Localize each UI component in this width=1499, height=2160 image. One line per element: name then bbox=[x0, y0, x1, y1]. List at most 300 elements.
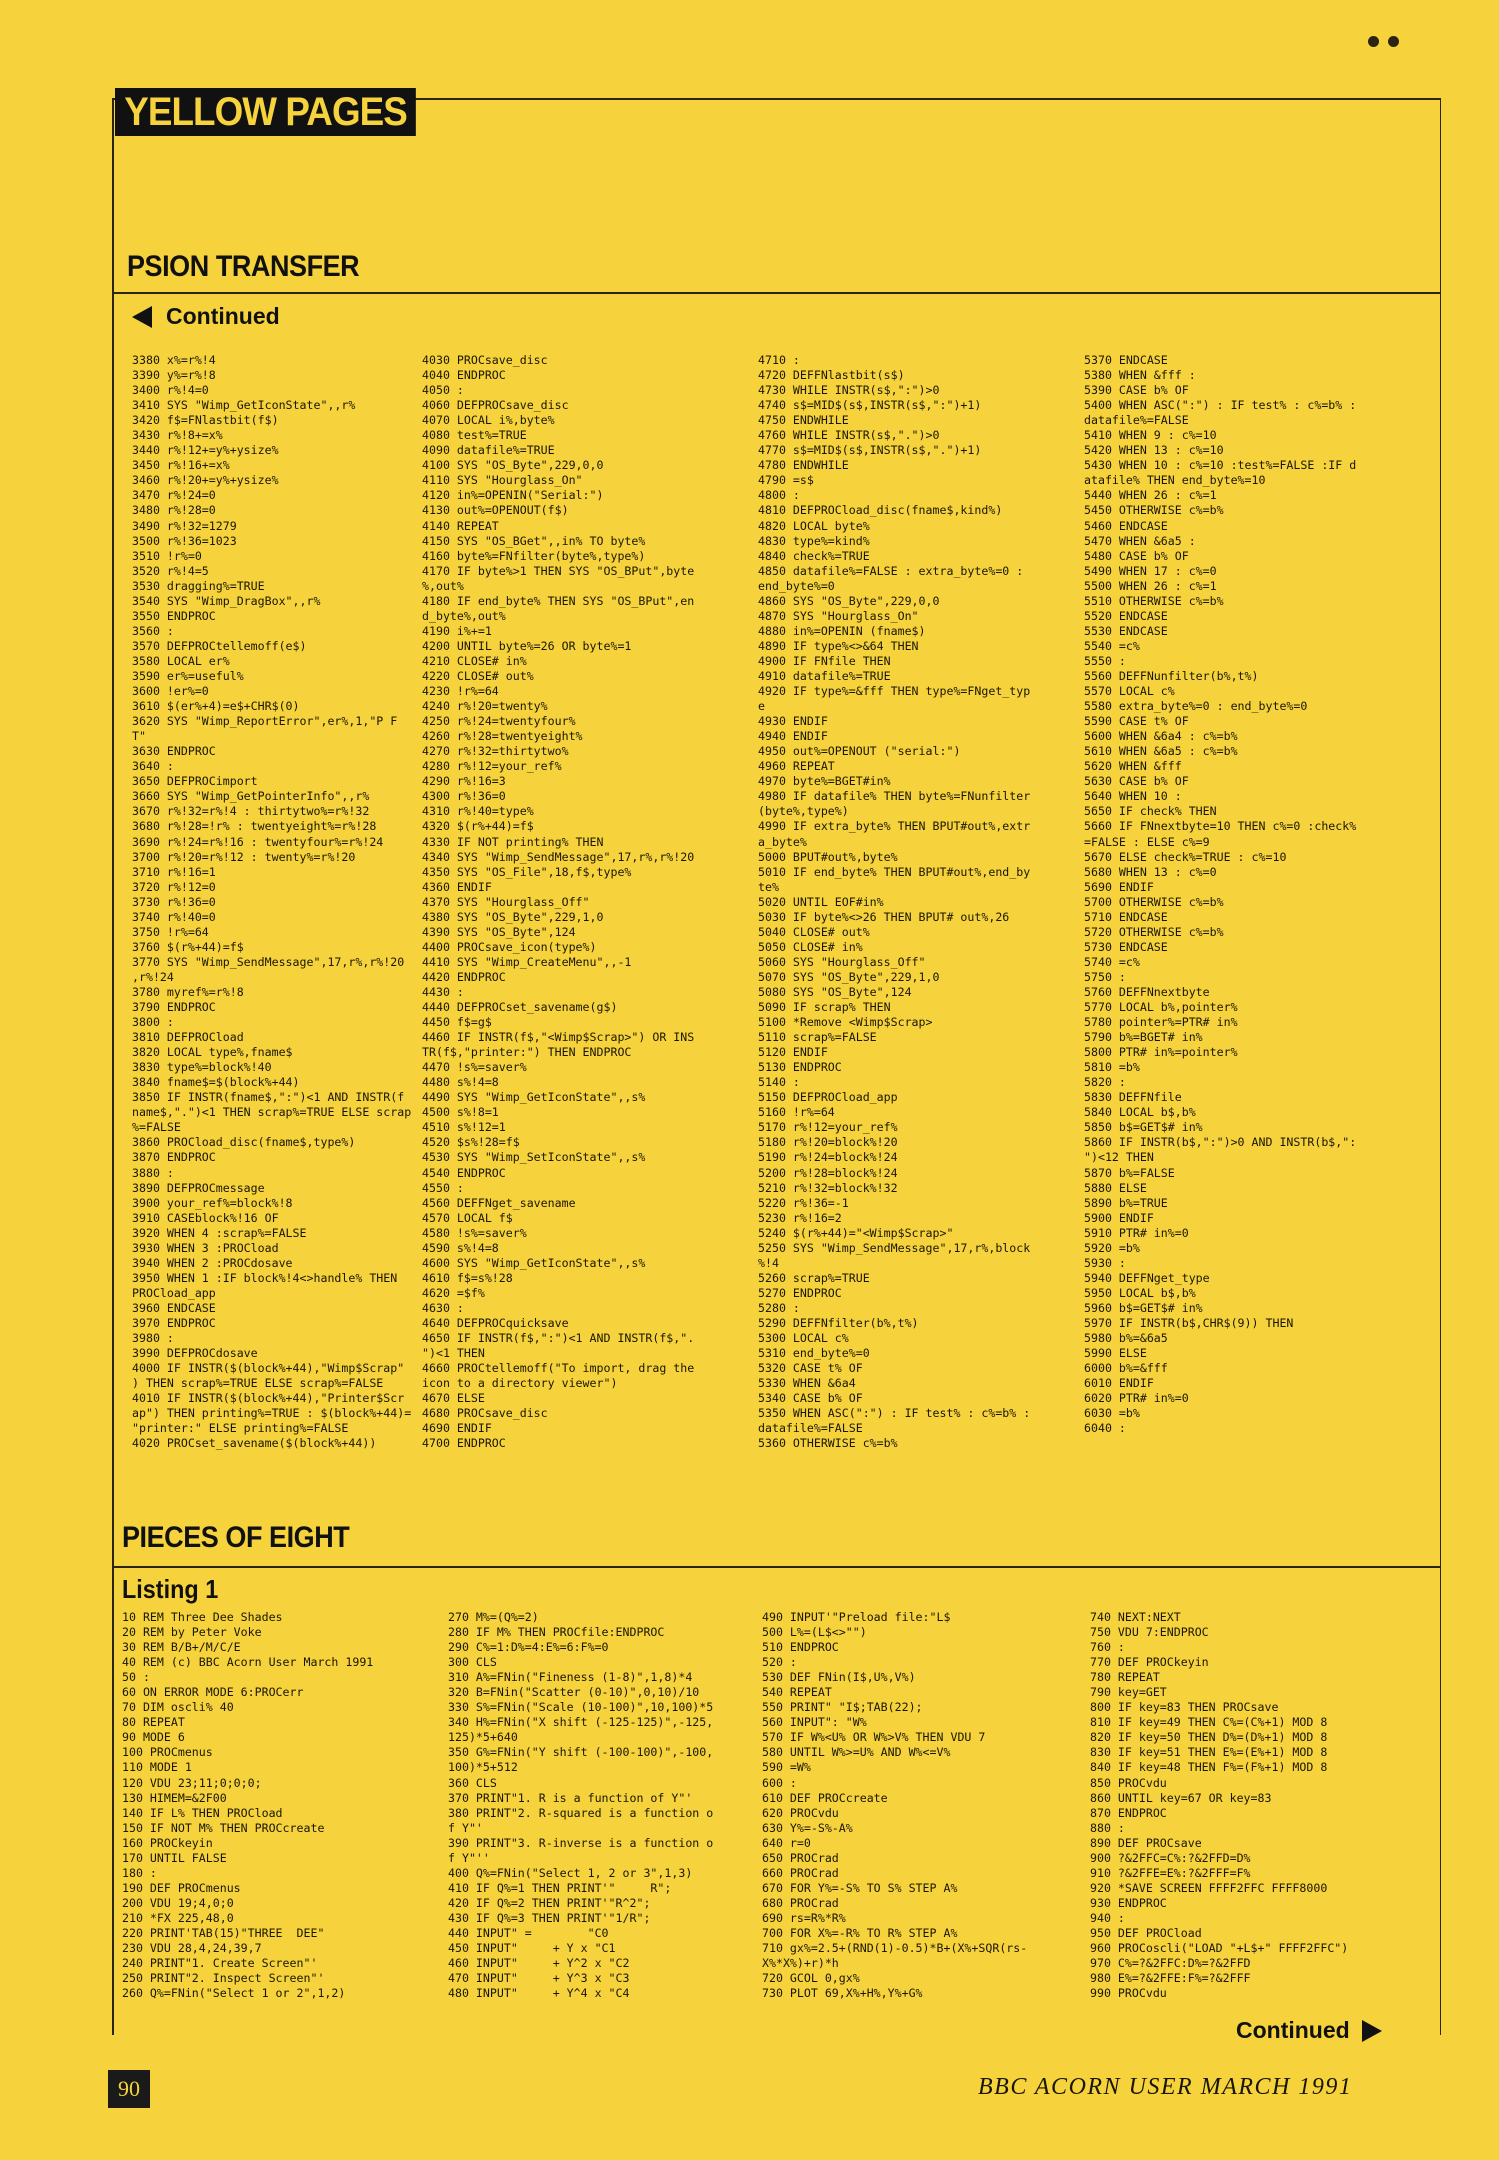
code-line: 5360 OTHERWISE c%=b% bbox=[758, 1436, 898, 1451]
code-line: 4040 ENDPROC bbox=[422, 368, 506, 383]
code-column-psion-1 bbox=[132, 353, 428, 1515]
code-line: 5400 WHEN ASC(":") : IF test% : c%=b% : bbox=[1084, 398, 1357, 413]
code-line: 4930 ENDIF bbox=[758, 714, 828, 729]
code-line: 5460 ENDCASE bbox=[1084, 518, 1168, 533]
code-line: 5450 OTHERWISE c%=b% bbox=[1084, 503, 1224, 518]
code-line: 4230 !r%=64 bbox=[422, 684, 499, 699]
code-line: 5880 ELSE bbox=[1084, 1180, 1147, 1195]
code-line: te% bbox=[758, 879, 779, 894]
code-line: 125)*5+640 bbox=[448, 1730, 518, 1745]
code-line: 4730 WHILE INSTR(s$,":")>0 bbox=[758, 383, 940, 398]
code-line: 320 B=FNin("Scatter (0-10)",0,10)/10 bbox=[448, 1685, 700, 1700]
code-line: 340 H%=FNin("X shift (-125-125)",-125, bbox=[448, 1715, 714, 1730]
code-line: 5230 r%!16=2 bbox=[758, 1210, 842, 1225]
code-line: 260 Q%=FNin("Select 1 or 2",1,2) bbox=[122, 1986, 346, 2001]
code-line: 130 HIMEM=&2F00 bbox=[122, 1790, 227, 1805]
code-line: 5600 WHEN &6a4 : c%=b% bbox=[1084, 729, 1238, 744]
code-line: 430 IF Q%=3 THEN PRINT'"1/R"; bbox=[448, 1910, 651, 1925]
code-line: 4250 r%!24=twentyfour% bbox=[422, 714, 576, 729]
code-line: name$,".")<1 THEN scrap%=TRUE ELSE scrap bbox=[132, 1105, 412, 1120]
code-line: 4370 SYS "Hourglass_Off" bbox=[422, 894, 590, 909]
code-line: 5340 CASE b% OF bbox=[758, 1391, 863, 1406]
code-line: 3780 myref%=r%!8 bbox=[132, 984, 244, 999]
code-line: 5000 BPUT#out%,byte% bbox=[758, 849, 898, 864]
code-line: 4160 byte%=FNfilter(byte%,type%) bbox=[422, 548, 646, 563]
code-line: 4070 LOCAL i%,byte% bbox=[422, 413, 555, 428]
code-line: datafile%=FALSE bbox=[1084, 413, 1189, 428]
code-line: 3650 DEFPROCimport bbox=[132, 774, 258, 789]
code-line: 410 IF Q%=1 THEN PRINT'" R"; bbox=[448, 1880, 672, 1895]
code-column-psion-3 bbox=[758, 353, 1076, 1515]
code-line: d_byte%,out% bbox=[422, 608, 506, 623]
code-line: 4390 SYS "OS_Byte",124 bbox=[422, 924, 576, 939]
code-line: 3910 CASEblock%!16 OF bbox=[132, 1210, 279, 1225]
code-line: 3980 : bbox=[132, 1331, 174, 1346]
code-line: 600 : bbox=[762, 1775, 797, 1790]
code-line: 4780 ENDWHILE bbox=[758, 458, 849, 473]
code-line: 4940 ENDIF bbox=[758, 729, 828, 744]
code-line: 3850 IF INSTR(fname$,":")<1 AND INSTR(f bbox=[132, 1090, 405, 1105]
code-line: 60 ON ERROR MODE 6:PROCerr bbox=[122, 1685, 304, 1700]
code-line: 3530 dragging%=TRUE bbox=[132, 578, 265, 593]
section-title-psion: PSION TRANSFER bbox=[127, 250, 360, 283]
code-line: 6030 =b% bbox=[1084, 1406, 1140, 1421]
code-line: 4140 REPEAT bbox=[422, 518, 499, 533]
code-line: 4760 WHILE INSTR(s$,".")>0 bbox=[758, 428, 940, 443]
code-line: 4640 DEFPROCquicksave bbox=[422, 1316, 569, 1330]
code-line: 4920 IF type%=&fff THEN type%=FNget_typ bbox=[758, 684, 1031, 699]
code-line: 5580 extra_byte%=0 : end_byte%=0 bbox=[1084, 699, 1308, 714]
code-line: 820 IF key=50 THEN D%=(D%+1) MOD 8 bbox=[1090, 1730, 1328, 1745]
code-line: 4960 REPEAT bbox=[758, 759, 835, 774]
section-rule bbox=[112, 292, 1440, 294]
code-line: 5100 *Remove <Wimp$Scrap> bbox=[758, 1015, 933, 1030]
code-line: 5220 r%!36=-1 bbox=[758, 1195, 849, 1210]
code-line: 4820 LOCAL byte% bbox=[758, 518, 870, 533]
code-line: 3500 r%!36=1023 bbox=[132, 533, 237, 548]
code-line: 5030 IF byte%<>26 THEN BPUT# out%,26 bbox=[758, 909, 1010, 924]
code-line: %,out% bbox=[422, 578, 464, 593]
code-line: 3930 WHEN 3 :PROCload bbox=[132, 1240, 279, 1255]
code-line: 4570 LOCAL f$ bbox=[422, 1210, 513, 1225]
code-line: 4030 PROCsave_disc bbox=[422, 353, 548, 367]
code-line: 720 GCOL 0,gx% bbox=[762, 1971, 860, 1986]
code-line: 550 PRINT" "I$;TAB(22); bbox=[762, 1700, 923, 1715]
code-line: 330 S%=FNin("Scale (10-100)",10,100)*5 bbox=[448, 1700, 714, 1715]
code-line: 6020 PTR# in%=0 bbox=[1084, 1391, 1189, 1406]
code-line: 5930 : bbox=[1084, 1255, 1126, 1270]
code-line: 90 MODE 6 bbox=[122, 1730, 185, 1745]
code-line: 5300 LOCAL c% bbox=[758, 1331, 849, 1346]
code-line: 3520 r%!4=5 bbox=[132, 563, 209, 578]
code-line: 4060 DEFPROCsave_disc bbox=[422, 398, 569, 413]
code-line: 5950 LOCAL b$,b% bbox=[1084, 1285, 1196, 1300]
punch-hole bbox=[1388, 36, 1399, 47]
code-line: 4810 DEFPROCload_disc(fname$,kind%) bbox=[758, 503, 1003, 518]
code-line: 3430 r%!8+=x% bbox=[132, 428, 223, 443]
code-line: 70 DIM oscli% 40 bbox=[122, 1700, 234, 1715]
code-line: 4630 : bbox=[422, 1300, 464, 1315]
code-line: 3640 : bbox=[132, 759, 174, 774]
code-line: 4900 IF FNfile THEN bbox=[758, 653, 891, 668]
code-line: 5250 SYS "Wimp_SendMessage",17,r%,block bbox=[758, 1240, 1031, 1255]
code-line: 4670 ELSE bbox=[422, 1391, 485, 1406]
code-line: 4220 CLOSE# out% bbox=[422, 668, 534, 683]
code-line: 20 REM by Peter Voke bbox=[122, 1625, 262, 1640]
code-line: 4000 IF INSTR($(block%+44),"Wimp$Scrap" bbox=[132, 1361, 405, 1376]
code-line: 4120 in%=OPENIN("Serial:") bbox=[422, 488, 604, 503]
code-line: 3960 ENDCASE bbox=[132, 1300, 216, 1315]
code-line: 4260 r%!28=twentyeight% bbox=[422, 729, 583, 744]
continued-indicator-bottom bbox=[1236, 2017, 1382, 2044]
code-line: 5940 DEFFNget_type bbox=[1084, 1270, 1210, 1285]
code-line: 5770 LOCAL b%,pointer% bbox=[1084, 1000, 1238, 1015]
code-line: 4550 : bbox=[422, 1180, 464, 1195]
code-line: "printer:" ELSE printing%=FALSE bbox=[132, 1421, 349, 1436]
code-line: 5270 ENDPROC bbox=[758, 1285, 842, 1300]
code-line: 5040 CLOSE# out% bbox=[758, 924, 870, 939]
code-line: 3800 : bbox=[132, 1015, 174, 1030]
code-line: 5370 ENDCASE bbox=[1084, 353, 1168, 367]
code-line: 5420 WHEN 13 : c%=10 bbox=[1084, 443, 1224, 458]
code-line: 4080 test%=TRUE bbox=[422, 428, 527, 443]
code-line: 4240 r%!20=twenty% bbox=[422, 699, 548, 714]
code-line: 510 ENDPROC bbox=[762, 1640, 839, 1655]
code-line: 470 INPUT" + Y^3 x "C3 bbox=[448, 1971, 630, 1986]
code-line: 3730 r%!36=0 bbox=[132, 894, 216, 909]
listing-title: Listing 1 bbox=[122, 1574, 219, 1604]
code-line: 5510 OTHERWISE c%=b% bbox=[1084, 593, 1224, 608]
code-line: 490 INPUT'"Preload file:"L$ bbox=[762, 1610, 951, 1624]
code-line: 800 IF key=83 THEN PROCsave bbox=[1090, 1700, 1279, 1715]
code-line: 160 PROCkeyin bbox=[122, 1835, 213, 1850]
code-line: T" bbox=[132, 729, 146, 744]
code-line: a_byte% bbox=[758, 834, 807, 849]
code-line: 5970 IF INSTR(b$,CHR$(9)) THEN bbox=[1084, 1316, 1294, 1330]
code-line: 4380 SYS "OS_Byte",229,1,0 bbox=[422, 909, 604, 924]
code-line: 80 REPEAT bbox=[122, 1715, 185, 1730]
code-line: 610 DEF PROCcreate bbox=[762, 1790, 888, 1805]
code-line: 780 REPEAT bbox=[1090, 1670, 1160, 1685]
code-line: 6000 b%=&fff bbox=[1084, 1361, 1168, 1376]
code-line: 5680 WHEN 13 : c%=0 bbox=[1084, 864, 1217, 879]
code-line: 3810 DEFPROCload bbox=[132, 1030, 244, 1045]
code-line: 810 IF key=49 THEN C%=(C%+1) MOD 8 bbox=[1090, 1715, 1328, 1730]
code-line: 4110 SYS "Hourglass_On" bbox=[422, 473, 583, 488]
code-line: 5050 CLOSE# in% bbox=[758, 939, 863, 954]
code-line: 3540 SYS "Wimp_DragBox",,r% bbox=[132, 593, 321, 608]
code-line: 4440 DEFPROCset_savename(g$) bbox=[422, 1000, 618, 1015]
code-line: 3460 r%!20+=y%+ysize% bbox=[132, 473, 279, 488]
code-line: 4880 in%=OPENIN (fname$) bbox=[758, 623, 926, 638]
code-line: 3440 r%!12+=y%+ysize% bbox=[132, 443, 279, 458]
footer-publication: BBC ACORN USER MARCH 1991 bbox=[978, 2074, 1353, 2100]
code-line: 4020 PROCset_savename($(block%+44)) bbox=[132, 1436, 377, 1451]
code-line: 4830 type%=kind% bbox=[758, 533, 870, 548]
code-line: 4460 IF INSTR(f$,"<Wimp$Scrap>") OR INS bbox=[422, 1030, 695, 1045]
code-line: 5620 WHEN &fff bbox=[1084, 759, 1182, 774]
code-line: 5470 WHEN &6a5 : bbox=[1084, 533, 1196, 548]
code-line: 3880 : bbox=[132, 1165, 174, 1180]
code-line: 4170 IF byte%>1 THEN SYS "OS_BPut",byte bbox=[422, 563, 695, 578]
code-line: 5540 =c% bbox=[1084, 638, 1140, 653]
code-line: 5920 =b% bbox=[1084, 1240, 1140, 1255]
code-line: 5800 PTR# in%=pointer% bbox=[1084, 1045, 1238, 1060]
code-line: 4330 IF NOT printing% THEN bbox=[422, 834, 604, 849]
code-line: 210 *FX 225,48,0 bbox=[122, 1910, 234, 1925]
code-line: 420 IF Q%=2 THEN PRINT'"R^2"; bbox=[448, 1895, 651, 1910]
continued-label: Continued bbox=[1236, 2017, 1350, 2043]
code-line: 290 C%=1:D%=4:E%=6:F%=0 bbox=[448, 1640, 609, 1655]
code-line: 4430 : bbox=[422, 984, 464, 999]
code-line: 4700 ENDPROC bbox=[422, 1436, 506, 1451]
code-line: 300 CLS bbox=[448, 1655, 497, 1670]
code-line: 4470 !s%=saver% bbox=[422, 1060, 527, 1075]
code-line: 900 ?&2FFC=C%:?&2FFD=D% bbox=[1090, 1850, 1251, 1865]
code-line: PROCload_app bbox=[132, 1285, 216, 1300]
code-line: 5850 b$=GET$# in% bbox=[1084, 1120, 1203, 1135]
code-line: 930 ENDPROC bbox=[1090, 1895, 1167, 1910]
code-line: 4360 ENDIF bbox=[422, 879, 492, 894]
code-line: 5650 IF check% THEN bbox=[1084, 804, 1217, 819]
code-line: 3570 DEFPROCtellemoff(e$) bbox=[132, 638, 307, 653]
code-line: 380 PRINT"2. R-squared is a function o bbox=[448, 1805, 714, 1820]
code-line: 5750 : bbox=[1084, 969, 1126, 984]
code-line: 5110 scrap%=FALSE bbox=[758, 1030, 877, 1045]
code-line: 590 =W% bbox=[762, 1760, 811, 1775]
code-line: %=FALSE bbox=[132, 1120, 181, 1135]
code-line: 250 PRINT"2. Inspect Screen"' bbox=[122, 1971, 325, 1986]
code-line: 840 IF key=48 THEN F%=(F%+1) MOD 8 bbox=[1090, 1760, 1328, 1775]
code-line: 3410 SYS "Wimp_GetIconState",,r% bbox=[132, 398, 356, 413]
code-line: 4480 s%!4=8 bbox=[422, 1075, 499, 1090]
code-line: 190 DEF PROCmenus bbox=[122, 1880, 241, 1895]
code-line: 360 CLS bbox=[448, 1775, 497, 1790]
code-line: 180 : bbox=[122, 1865, 157, 1880]
code-line: 5480 CASE b% OF bbox=[1084, 548, 1189, 563]
code-line: 4580 !s%=saver% bbox=[422, 1225, 527, 1240]
code-line: 4130 out%=OPENOUT(f$) bbox=[422, 503, 569, 518]
code-line: 4850 datafile%=FALSE : extra_byte%=0 : bbox=[758, 563, 1024, 578]
code-line: 4660 PROCtellemoff("To import, drag the bbox=[422, 1361, 695, 1376]
code-line: 4310 r%!40=type% bbox=[422, 804, 534, 819]
code-line: 390 PRINT"3. R-inverse is a function o bbox=[448, 1835, 714, 1850]
code-line: 5280 : bbox=[758, 1300, 800, 1315]
code-line: 4680 PROCsave_disc bbox=[422, 1406, 548, 1421]
code-line: 3600 !er%=0 bbox=[132, 684, 209, 699]
code-line: 4280 r%!12=your_ref% bbox=[422, 759, 562, 774]
code-line: 3840 fname$=$(block%+44) bbox=[132, 1075, 300, 1090]
code-line: 4620 =$f% bbox=[422, 1285, 485, 1300]
code-line: 4750 ENDWHILE bbox=[758, 413, 849, 428]
code-line: 860 UNTIL key=67 OR key=83 bbox=[1090, 1790, 1272, 1805]
code-line: 5690 ENDIF bbox=[1084, 879, 1154, 894]
code-line: 850 PROCvdu bbox=[1090, 1775, 1167, 1790]
code-line: 5590 CASE t% OF bbox=[1084, 714, 1189, 729]
code-line: 4180 IF end_byte% THEN SYS "OS_BPut",en bbox=[422, 593, 695, 608]
code-line: 5960 b$=GET$# in% bbox=[1084, 1300, 1203, 1315]
code-line: 870 ENDPROC bbox=[1090, 1805, 1167, 1820]
code-line: 3860 PROCload_disc(fname$,type%) bbox=[132, 1135, 356, 1150]
code-column-listing-3 bbox=[762, 1610, 1082, 2010]
code-line: 3420 f$=FNlastbit(f$) bbox=[132, 413, 279, 428]
code-line: ) THEN scrap%=TRUE ELSE scrap%=FALSE bbox=[132, 1376, 384, 1391]
code-line: 3690 r%!24=r%!16 : twentyfour%=r%!24 bbox=[132, 834, 384, 849]
code-line: 3770 SYS "Wimp_SendMessage",17,r%,r%!20 bbox=[132, 954, 405, 969]
code-line: 5660 IF FNnextbyte=10 THEN c%=0 :check% bbox=[1084, 819, 1357, 834]
code-line: 5120 ENDIF bbox=[758, 1045, 828, 1060]
code-line: 5720 OTHERWISE c%=b% bbox=[1084, 924, 1224, 939]
code-line: 5180 r%!20=block%!20 bbox=[758, 1135, 898, 1150]
code-line: 4510 s%!12=1 bbox=[422, 1120, 506, 1135]
code-column-listing-4 bbox=[1090, 1610, 1430, 2010]
code-line: 3510 !r%=0 bbox=[132, 548, 202, 563]
code-line: 790 key=GET bbox=[1090, 1685, 1167, 1700]
code-line: 4690 ENDIF bbox=[422, 1421, 492, 1436]
code-line: 4800 : bbox=[758, 488, 800, 503]
code-line: 4010 IF INSTR($(block%+44),"Printer$Scr bbox=[132, 1391, 405, 1406]
code-line: 620 PROCvdu bbox=[762, 1805, 839, 1820]
code-line: 830 IF key=51 THEN E%=(E%+1) MOD 8 bbox=[1090, 1745, 1328, 1760]
code-line: 5520 ENDCASE bbox=[1084, 608, 1168, 623]
code-column-listing-2 bbox=[448, 1610, 766, 2010]
code-line: 4300 r%!36=0 bbox=[422, 789, 506, 804]
code-line: 4560 DEFFNget_savename bbox=[422, 1195, 576, 1210]
code-line: 5330 WHEN &6a4 bbox=[758, 1376, 856, 1391]
code-line: 3630 ENDPROC bbox=[132, 744, 216, 759]
code-line: 5160 !r%=64 bbox=[758, 1105, 835, 1120]
code-line: 3970 ENDPROC bbox=[132, 1316, 216, 1330]
code-line: =FALSE : ELSE c%=9 bbox=[1084, 834, 1210, 849]
code-line: 4410 SYS "Wimp_CreateMenu",,-1 bbox=[422, 954, 632, 969]
code-line: 370 PRINT"1. R is a function of Y"' bbox=[448, 1790, 693, 1805]
code-line: ")<12 THEN bbox=[1084, 1150, 1154, 1165]
code-line: 3940 WHEN 2 :PROCdosave bbox=[132, 1255, 293, 1270]
code-line: 630 Y%=-S%-A% bbox=[762, 1820, 853, 1835]
code-line: 4600 SYS "Wimp_GetIconState",,s% bbox=[422, 1255, 646, 1270]
code-line: 4650 IF INSTR(f$,":")<1 AND INSTR(f$,". bbox=[422, 1331, 695, 1346]
code-line: 3660 SYS "Wimp_GetPointerInfo",,r% bbox=[132, 789, 370, 804]
code-line: 440 INPUT" = "C0 bbox=[448, 1925, 609, 1940]
code-line: 660 PROCrad bbox=[762, 1865, 839, 1880]
code-line: 5870 b%=FALSE bbox=[1084, 1165, 1175, 1180]
code-line: 4980 IF datafile% THEN byte%=FNunfilter bbox=[758, 789, 1031, 804]
code-line: 220 PRINT'TAB(15)"THREE DEE" bbox=[122, 1925, 325, 1940]
code-line: 5550 : bbox=[1084, 653, 1126, 668]
code-line: 5560 DEFFNunfilter(b%,t%) bbox=[1084, 668, 1259, 683]
code-line: 50 : bbox=[122, 1670, 150, 1685]
code-line: 990 PROCvdu bbox=[1090, 1986, 1167, 2001]
code-line: 5090 IF scrap% THEN bbox=[758, 1000, 891, 1015]
code-line: 4720 DEFFNlastbit(s$) bbox=[758, 368, 905, 383]
code-line: 4450 f$=g$ bbox=[422, 1015, 492, 1030]
code-line: 880 : bbox=[1090, 1820, 1125, 1835]
code-line: ,r%!24 bbox=[132, 969, 174, 984]
code-line: 100 PROCmenus bbox=[122, 1745, 213, 1760]
code-line: 3750 !r%=64 bbox=[132, 924, 209, 939]
code-line: 3680 r%!28=!r% : twentyeight%=r%!28 bbox=[132, 819, 377, 834]
code-line: 400 Q%=FNin("Select 1, 2 or 3",1,3) bbox=[448, 1865, 693, 1880]
code-line: 5700 OTHERWISE c%=b% bbox=[1084, 894, 1224, 909]
continued-label: Continued bbox=[166, 303, 280, 329]
code-line: 920 *SAVE SCREEN FFFF2FFC FFFF8000 bbox=[1090, 1880, 1328, 1895]
code-line: 310 A%=FNin("Fineness (1-8)",1,8)*4 bbox=[448, 1670, 693, 1685]
code-line: 5570 LOCAL c% bbox=[1084, 684, 1175, 699]
code-line: 5310 end_byte%=0 bbox=[758, 1346, 870, 1361]
code-line: 6010 ENDIF bbox=[1084, 1376, 1154, 1391]
code-line: 4270 r%!32=thirtytwo% bbox=[422, 744, 569, 759]
code-line: 3400 r%!4=0 bbox=[132, 383, 209, 398]
code-line: 350 G%=FNin("Y shift (-100-100)",-100, bbox=[448, 1745, 714, 1760]
code-line: 770 DEF PROCkeyin bbox=[1090, 1655, 1209, 1670]
section-title-pieces: PIECES OF EIGHT bbox=[122, 1521, 350, 1554]
code-line: 5820 : bbox=[1084, 1075, 1126, 1090]
code-line: 3710 r%!16=1 bbox=[132, 864, 216, 879]
code-line: 650 PROCrad bbox=[762, 1850, 839, 1865]
code-column-psion-4 bbox=[1084, 353, 1414, 1515]
code-line: 670 FOR Y%=-S% TO S% STEP A% bbox=[762, 1880, 958, 1895]
code-line: 5830 DEFFNfile bbox=[1084, 1090, 1182, 1105]
code-line: 3560 : bbox=[132, 623, 174, 638]
code-line: 4150 SYS "OS_BGet",,in% TO byte% bbox=[422, 533, 646, 548]
code-line: 3870 ENDPROC bbox=[132, 1150, 216, 1165]
code-line: (byte%,type%) bbox=[758, 804, 849, 819]
code-line: 3620 SYS "Wimp_ReportError",er%,1,"P F bbox=[132, 714, 398, 729]
code-line: 520 : bbox=[762, 1655, 797, 1670]
code-line: 3610 $(er%+4)=e$+CHR$(0) bbox=[132, 699, 300, 714]
code-line: 3470 r%!24=0 bbox=[132, 488, 216, 503]
code-line: 710 gx%=2.5+(RND(1)-0.5)*B+(X%+SQR(rs- bbox=[762, 1941, 1028, 1956]
code-line: 5910 PTR# in%=0 bbox=[1084, 1225, 1189, 1240]
code-line: 960 PROCoscli("LOAD "+L$+" FFFF2FFC") bbox=[1090, 1941, 1349, 1956]
code-line: 3950 WHEN 1 :IF block%!4<>handle% THEN bbox=[132, 1270, 398, 1285]
code-line: f Y"'' bbox=[448, 1850, 490, 1865]
code-line: 5840 LOCAL b$,b% bbox=[1084, 1105, 1196, 1120]
code-line: 4490 SYS "Wimp_GetIconState",,s% bbox=[422, 1090, 646, 1105]
code-line: 3990 DEFPROCdosave bbox=[132, 1346, 258, 1361]
code-line: 5170 r%!12=your_ref% bbox=[758, 1120, 898, 1135]
code-line: 5060 SYS "Hourglass_Off" bbox=[758, 954, 926, 969]
code-line: 5530 ENDCASE bbox=[1084, 623, 1168, 638]
code-line: 4320 $(r%+44)=f$ bbox=[422, 819, 534, 834]
code-line: 5010 IF end_byte% THEN BPUT#out%,end_by bbox=[758, 864, 1031, 879]
code-line: 5980 b%=&6a5 bbox=[1084, 1331, 1168, 1346]
code-line: 4870 SYS "Hourglass_On" bbox=[758, 608, 919, 623]
code-line: 5140 : bbox=[758, 1075, 800, 1090]
code-line: 5900 ENDIF bbox=[1084, 1210, 1154, 1225]
code-line: 4950 out%=OPENOUT ("serial:") bbox=[758, 744, 961, 759]
code-line: 460 INPUT" + Y^2 x "C2 bbox=[448, 1956, 630, 1971]
code-line: 3550 ENDPROC bbox=[132, 608, 216, 623]
code-line: 120 VDU 23;11;0;0;0; bbox=[122, 1775, 262, 1790]
code-line: 5780 pointer%=PTR# in% bbox=[1084, 1015, 1238, 1030]
code-line: 5430 WHEN 10 : c%=10 :test%=FALSE :IF d bbox=[1084, 458, 1357, 473]
code-line: 5890 b%=TRUE bbox=[1084, 1195, 1168, 1210]
code-line: 5240 $(r%+44)="<Wimp$Scrap>" bbox=[758, 1225, 954, 1240]
code-line: 730 PLOT 69,X%+H%,Y%+G% bbox=[762, 1986, 923, 2001]
code-line: 4610 f$=s%!28 bbox=[422, 1270, 513, 1285]
code-line: 5630 CASE b% OF bbox=[1084, 774, 1189, 789]
code-line: 5440 WHEN 26 : c%=1 bbox=[1084, 488, 1217, 503]
code-line: 5380 WHEN &fff : bbox=[1084, 368, 1196, 383]
code-line: 5730 ENDCASE bbox=[1084, 939, 1168, 954]
code-line: ap") THEN printing%=TRUE : $(block%+44)= bbox=[132, 1406, 412, 1421]
code-line: 980 E%=?&2FFE:F%=?&2FFF bbox=[1090, 1971, 1251, 1986]
code-line: 280 IF M% THEN PROCfile:ENDPROC bbox=[448, 1625, 665, 1640]
code-line: 270 M%=(Q%=2) bbox=[448, 1610, 539, 1624]
code-line: 4590 s%!4=8 bbox=[422, 1240, 499, 1255]
code-line: 3590 er%=useful% bbox=[132, 668, 244, 683]
